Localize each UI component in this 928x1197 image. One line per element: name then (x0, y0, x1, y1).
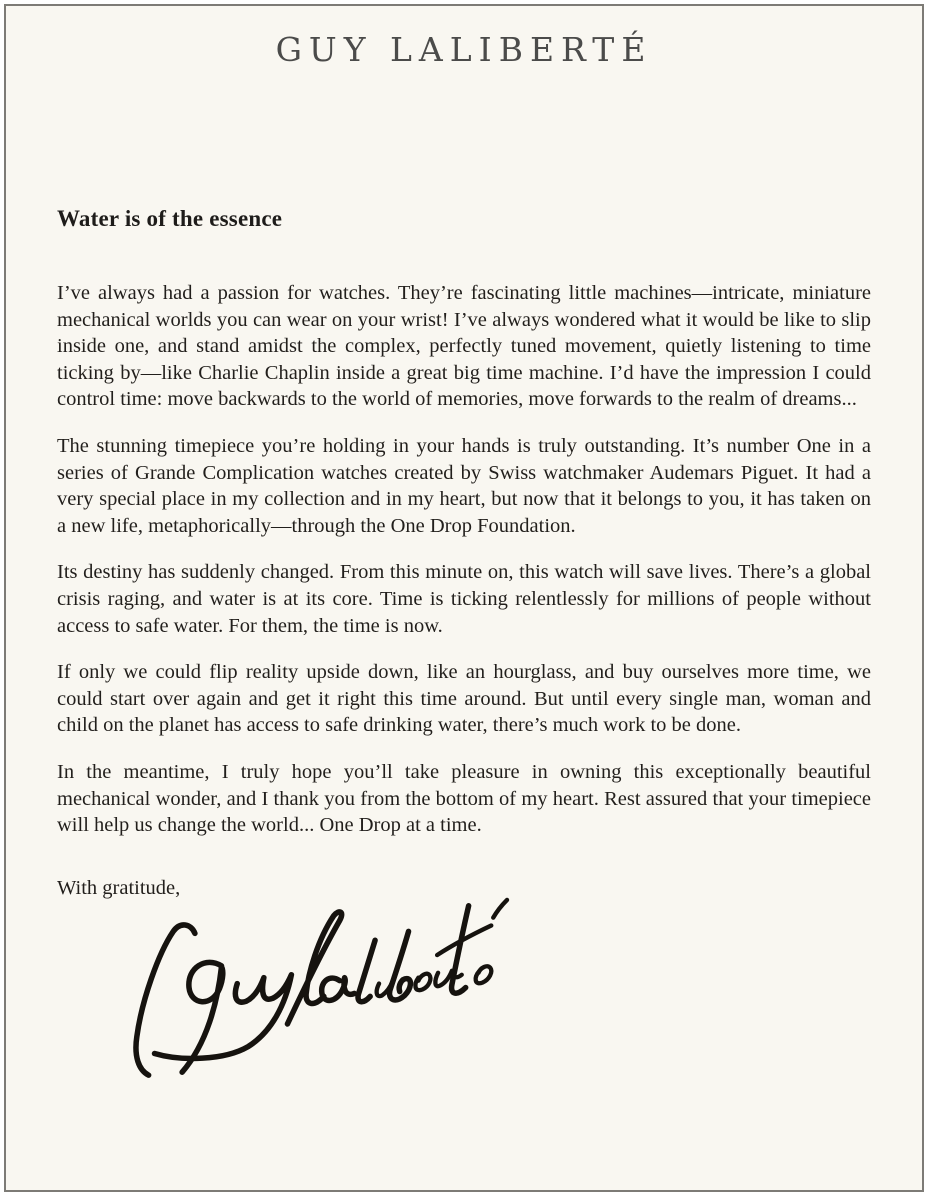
letter-paragraph: The stunning timepiece you’re holding in your hands is truly outstanding. It’s number One in a series of Grande Complication watches created by Swiss watchmaker Audemars Piguet. It had a very special place in my collection and in my heart, but now that it belongs to you, it has taken on a new life, metaphorically—through the One Drop Foundation. (57, 434, 871, 537)
letter-heading: Water is of the essence (57, 206, 283, 231)
letter-paragraph: In the meantime, I truly hope you’ll take pleasure in owning this exceptionally beautiful mechanical wonder, and I thank you from the bottom of my heart. Rest assured that your timepiece will help us change the world... One Drop at a time. (57, 760, 871, 837)
letter-body (57, 280, 871, 839)
handwritten-signature-icon (119, 894, 515, 1086)
letterhead-name: GUY LALIBERTÉ (275, 30, 653, 69)
letter-sheet (4, 4, 924, 1192)
letter-paragraph: Its destiny has suddenly changed. From this minute on, this watch will save lives. There’s a global crisis raging, and water is at its core. Time is ticking relentlessly for millions of people without access to safe water. For them, the time is now. (57, 561, 871, 637)
closing-salutation: With gratitude, (57, 876, 181, 899)
letter-paragraph: I’ve always had a passion for watches. They’re fascinating little machines—intricate, miniature mechanical worlds you can wear on your wrist! I’ve always wondered what it would be like to slip inside one, and stand amidst the complex, perfectly tuned movement, quietly listening to time ticking by—like Charlie Chaplin inside a great big time machine. I’d have the impression I could control time: move backwards to the world of memories, move forwards to the realm of dreams... (57, 282, 871, 411)
letter-paragraph: If only we could flip reality upside down, like an hourglass, and buy ourselves more time, we could start over again and get it right this time around. But until every single man, woman and child on the planet has access to safe drinking water, there’s much work to be done. (57, 661, 871, 737)
signature-image (119, 894, 515, 1086)
